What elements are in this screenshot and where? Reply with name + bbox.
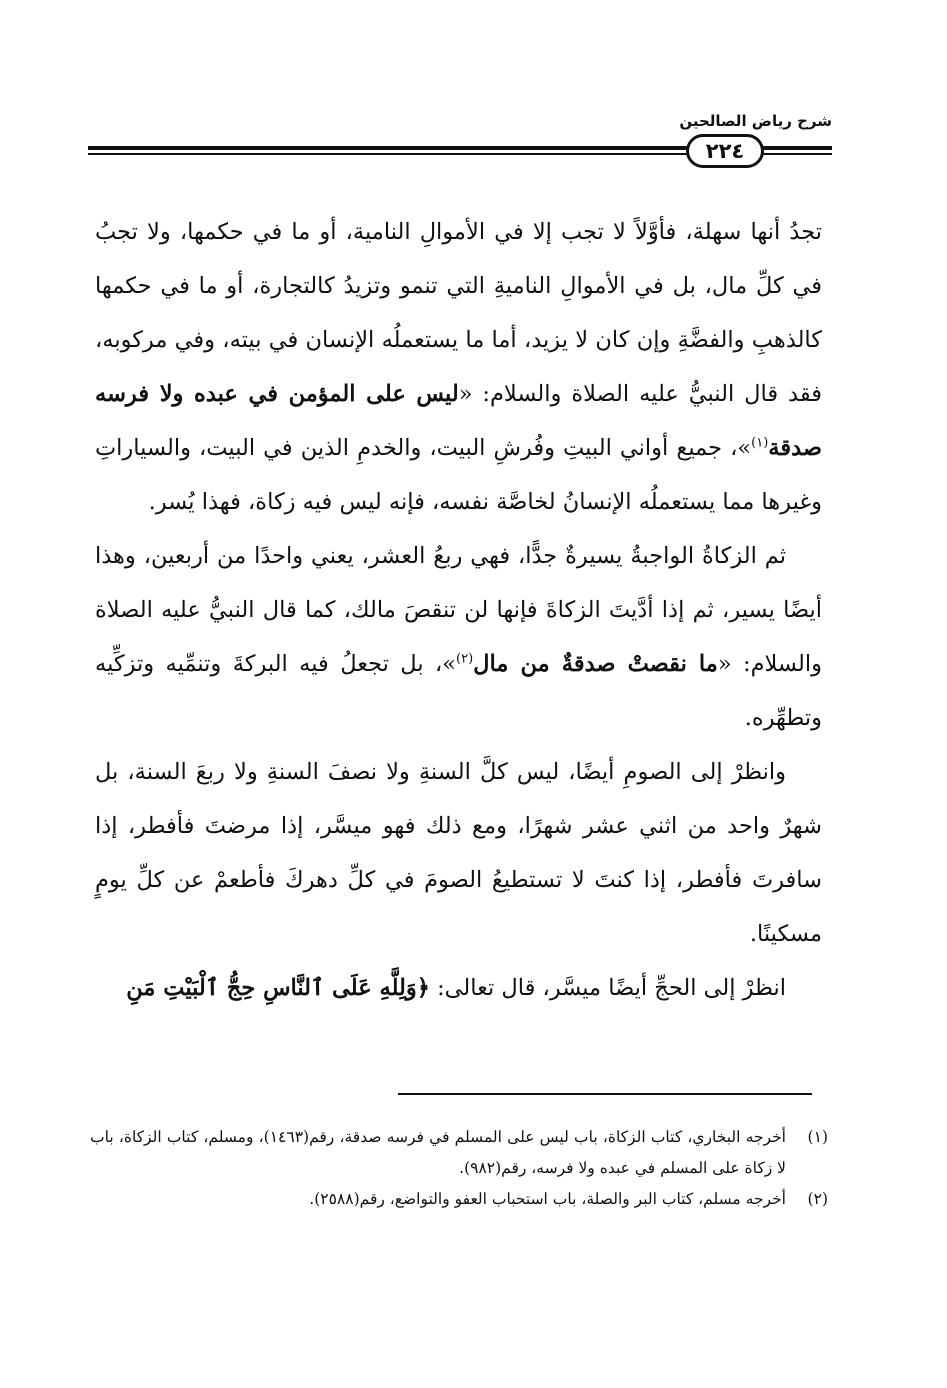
page-number: ٢٢٤ xyxy=(686,134,764,168)
paragraph-2 xyxy=(95,529,822,745)
text-segment: انظرْ إلى الحجِّ أيضًا ميسَّر، قال تعالى: xyxy=(429,975,786,1001)
footnote xyxy=(90,1122,828,1184)
hadith-quote: ليس على المؤمن في عبده ولا فرسه صدقة xyxy=(95,381,822,461)
paragraph-4 xyxy=(95,961,822,1015)
footnote-number: (١) xyxy=(807,1128,828,1146)
hadith-quote: ما نقصتْ صدقةٌ من مال xyxy=(473,651,718,677)
paragraph-1 xyxy=(95,205,822,529)
footnotes xyxy=(90,1122,828,1215)
text-segment: »، جميع أواني البيتِ وفُرشِ البيت، والخدمِ الذين في البيت، والسياراتِ وغيرها مما يستعملُه الإنسانُ لخاصَّة نفسه، فإنه ليس فيه زكاة، فهذا يُسر. xyxy=(95,435,822,515)
text-segment: تجدُ أنها سهلة، فأوَّلاً لا تجب إلا في الأموالِ النامية، أو ما في حكمها، ولا تجبُ في كلِّ مال، بل في الأموالِ الناميةِ التي تنمو وتزيدُ كالتجارة، أو ما في حكمها كالذهبِ والفضَّةِ وإن كان لا يزيد، أما ما يستعملُه الإنسان في بيته، وفي مركوبه، فقد قال النبيُّ عليه الصلاة والسلام: « xyxy=(95,219,822,407)
page-header xyxy=(88,108,832,170)
footnote-ref: (٢) xyxy=(456,651,474,667)
text-segment: ثم الزكاةُ الواجبةُ يسيرةٌ جدًّا، فهي ربعُ العشر، يعني واحدًا من أربعين، وهذا أيضًا يسير، ثم إذا أدَّيتَ الزكاةَ فإنها لن تنقصَ مالك، كما قال النبيُّ عليه الصلاة والسلام: « xyxy=(95,543,822,677)
quran-verse: ﴿وَلِلَّهِ عَلَى ٱلنَّاسِ حِجُّ ٱلْبَيْتِ مَنِ xyxy=(126,975,430,1001)
footnote-separator xyxy=(398,1093,812,1095)
footnote xyxy=(90,1184,828,1215)
footnote-ref: (١) xyxy=(751,435,769,451)
book-title: شرح رياض الصالحين xyxy=(679,112,832,130)
footnote-number: (٢) xyxy=(807,1190,828,1208)
text-segment: »، بل تجعلُ فيه البركةَ وتنمِّيه وتزكِّيه وتطهِّره. xyxy=(95,651,822,731)
footnote-text: أخرجه مسلم، كتاب البر والصلة، باب استحباب العفو والتواضع، رقم(٢٥٨٨). xyxy=(309,1190,786,1208)
main-text xyxy=(95,205,822,1015)
footnote-text: أخرجه البخاري، كتاب الزكاة، باب ليس على المسلم في فرسه صدقة، رقم(١٤٦٣)، ومسلم، كتاب الزكاة، باب لا زكاة على المسلم في عبده ولا فرسه، رقم(٩٨٢). xyxy=(90,1128,786,1177)
paragraph-3: وانظرْ إلى الصومِ أيضًا، ليس كلَّ السنةِ ولا نصفَ السنةِ ولا ربعَ السنة، بل شهرٌ واحد من اثني عشر شهرًا، ومع ذلك فهو ميسَّر، إذا مرضتَ فأفطر، إذا سافرتَ فأفطر، إذا كنتَ لا تستطيعُ الصومَ في كلِّ دهركَ فأطعمْ عن كلِّ يومٍ مسكينًا. xyxy=(95,759,822,947)
